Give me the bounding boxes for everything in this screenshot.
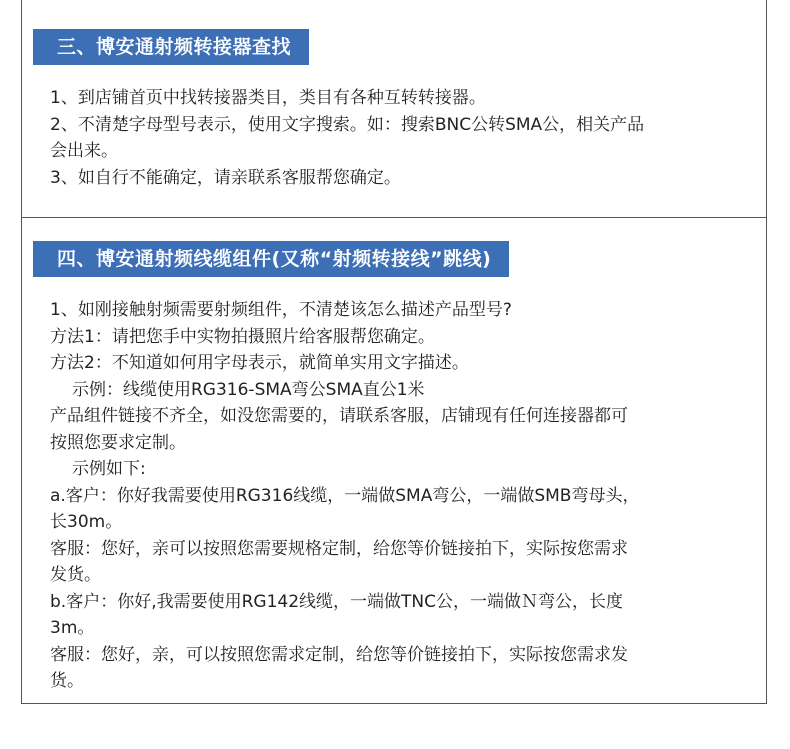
section-4-line: 长30m。 [50,512,123,532]
section-4-title: 四、博安通射频线缆组件(又称“射频转接线”跳线) [33,241,509,277]
section-4-line: 客服：您好，亲，可以按照您需求定制，给您等价链接拍下，实际按您需求发 [50,644,628,665]
section-4-line: 客服：您好，亲可以按照您需要规格定制，给您等价链接拍下，实际按您需求 [50,538,628,559]
section-4-line: 方法2：不知道如何用字母表示，就简单实用文字描述。 [50,353,469,373]
section-4-line: 方法1：请把您手中实物拍摄照片给客服帮您确定。 [50,326,435,347]
section-4-line: a.客户：你好我需要使用RG316线缆，一端做SMA弯公，一端做SMB弯母头， [50,485,640,506]
section-4-line: 3m。 [50,618,95,638]
section-4-body [50,297,750,695]
section-3-line: 2、不清楚字母型号表示，使用文字搜索。如：搜索BNC公转SMA公，相关产品 [50,114,645,135]
section-4-line: b.客户：你好,我需要使用RG142线缆，一端做TNC公，一端做Ｎ弯公，长度 [50,591,624,612]
section-4-line: 产品组件链接不齐全，如没您需要的，请联系客服，店铺现有任何连接器都可 [50,406,628,426]
section-3-line: 1、到店铺首页中找转接器类目，类目有各种互转转接器。 [50,88,486,108]
section-4-example-line: 示例：线缆使用RG316-SMA弯公SMA直公1米 [72,379,425,400]
section-4-line: 发货。 [50,565,101,585]
section-4-line: 1、如刚接触射频需要射频组件，不清楚该怎么描述产品型号? [50,300,512,320]
section-3-box [21,9,767,218]
section-4-box [21,217,767,704]
section-3-line: 会出来。 [50,141,118,161]
section-4-line: 按照您要求定制。 [50,432,186,453]
section-4-line: 货。 [50,671,84,691]
section-3-body [50,85,750,191]
section-3-title: 三、博安通射频转接器查找 [33,29,309,65]
section-3-line: 3、如自行不能确定，请亲联系客服帮您确定。 [50,167,401,188]
section-4-example-heading: 示例如下: [72,459,146,479]
